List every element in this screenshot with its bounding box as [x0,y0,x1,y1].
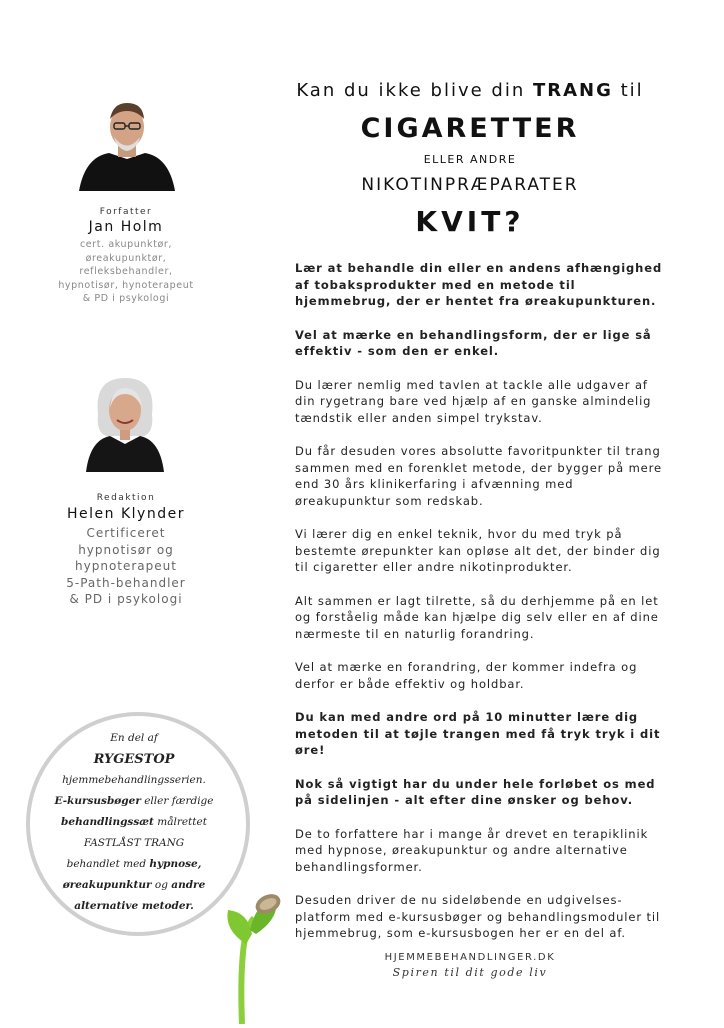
badge-line [34,812,234,833]
badge-line [34,854,234,875]
author-role: Forfatter [99,207,153,217]
badge-line: RYGESTOP [93,752,175,767]
author-credential: hypnotisør, hynoterapeut [58,279,194,291]
badge-line: hjemmebehandlingsserien. [62,774,206,786]
editor-credential: hypnoterapeut [75,559,177,573]
author-credentials [26,238,226,306]
body-paragraph: Nok så vigtigt har du under hele forløbet os med på sidelinjen - alt efter dine ønsker og behov. [295,776,656,807]
headline-line-4: NIKOTINPRÆPARATER [361,175,579,195]
editor-credential: 5-Path-behandler [66,575,186,590]
badge-text: og [151,879,172,891]
headline-line-1-bold: TRANG [532,80,613,101]
badge-bold: andre [171,879,206,891]
badge-line: En del af [110,732,158,744]
sprout-illustration [218,884,288,1024]
badge-line [34,875,234,896]
series-badge-text [34,728,234,917]
body-paragraph: De to forfattere har i mange år drevet en terapiklinik med hypnose, øreakupunktur og andre alternative behandlingsformer. [295,826,649,874]
badge-text: målrettet [153,816,207,828]
website-link[interactable]: HJEMMEBEHANDLINGER.DK [384,952,556,963]
headline-line-2: CIGARETTER [360,113,580,144]
badge-bold: behandlingssæt [61,816,154,828]
badge-text: eller færdige [140,795,214,807]
badge-line: FASTLÅST TRANG [83,837,185,849]
headline-line-1 [290,80,650,101]
author-credential: & PD i psykologi [82,293,170,304]
body-paragraph: Alt sammen er lagt tilrette, så du derhjemme på en let og forståelig måde kan hjælpe dig selv eller en af dine nærmeste til en naturlig forandring. [295,593,659,641]
editor-credential: & PD i psykologi [69,592,183,606]
author-credential: cert. akupunktør, [79,239,173,250]
badge-bold: E-kursusbøger [54,795,141,807]
badge-text: behandlet med [66,858,150,870]
body-paragraph: Vel at mærke en forandring, der kommer indefra og derfor er både effektiv og holdbar. [295,660,638,691]
author-photo [77,99,177,191]
editor-credential: Certificeret [86,526,166,540]
badge-bold: øreakupunktur [62,879,152,891]
body-paragraph: Lær at behandle din eller en andens afhængighed af tobaksprodukter med en metode til hjemmebrug, der er hentet fra øreakupunkturen. [295,261,663,308]
author-credential: øreakupunktør, [85,252,167,264]
editor-credential: hypnotisør og [78,542,174,557]
editor-photo [84,374,166,472]
slogan: Spiren til dit gode liv [392,966,548,979]
headline-line-3: ELLER ANDRE [423,153,517,166]
editor-role: Redaktion [96,493,156,503]
headline-line-5: KVIT? [415,205,525,238]
body-paragraph: Du får desuden vores absolutte favoritpunkter til trang sammen med en forenklet metode, der bygger på mere end 30 års klinikerfaring i afvænning med øreakupunktur som redskab. [295,444,662,508]
editor-credentials [26,525,226,608]
body-paragraph: Du kan med andre ord på 10 minutter lære dig metoden til at tøjle trangen med få tryk tryk i dit øre! [295,710,661,757]
headline-line-1-pre: Kan du ikke blive din [296,80,526,101]
author-credential: refleksbehandler, [79,266,173,277]
author-name: Jan Holm [88,219,164,235]
badge-line [34,791,234,812]
badge-line: alternative metoder. [74,900,194,912]
body-paragraph: Du lærer nemlig med tavlen at tackle alle udgaver af din rygetrang bare ved hjælp af en ganske almindelig tændstik eller anden simpel trykstav. [295,377,652,425]
body-paragraph: Vel at mærke en behandlingsform, der er lige så effektiv - som den er enkel. [295,327,652,358]
body-paragraph: Desuden driver de nu sideløbende en udgivelses-platform med e-kursusbøger og behandlingsmoduler til hjemmebrug, som e-kursusbogen her er en del af. [295,893,661,940]
body-text [295,260,665,959]
badge-bold: hypnose, [149,858,202,870]
editor-name: Helen Klynder [67,506,185,522]
headline-line-1-post: til [620,80,644,101]
body-paragraph: Vi lærer dig en enkel teknik, hvor du med tryk på bestemte ørepunkter kan opløse alt det, der binder dig til cigaretter eller andre nikotinprodukter. [295,527,661,574]
